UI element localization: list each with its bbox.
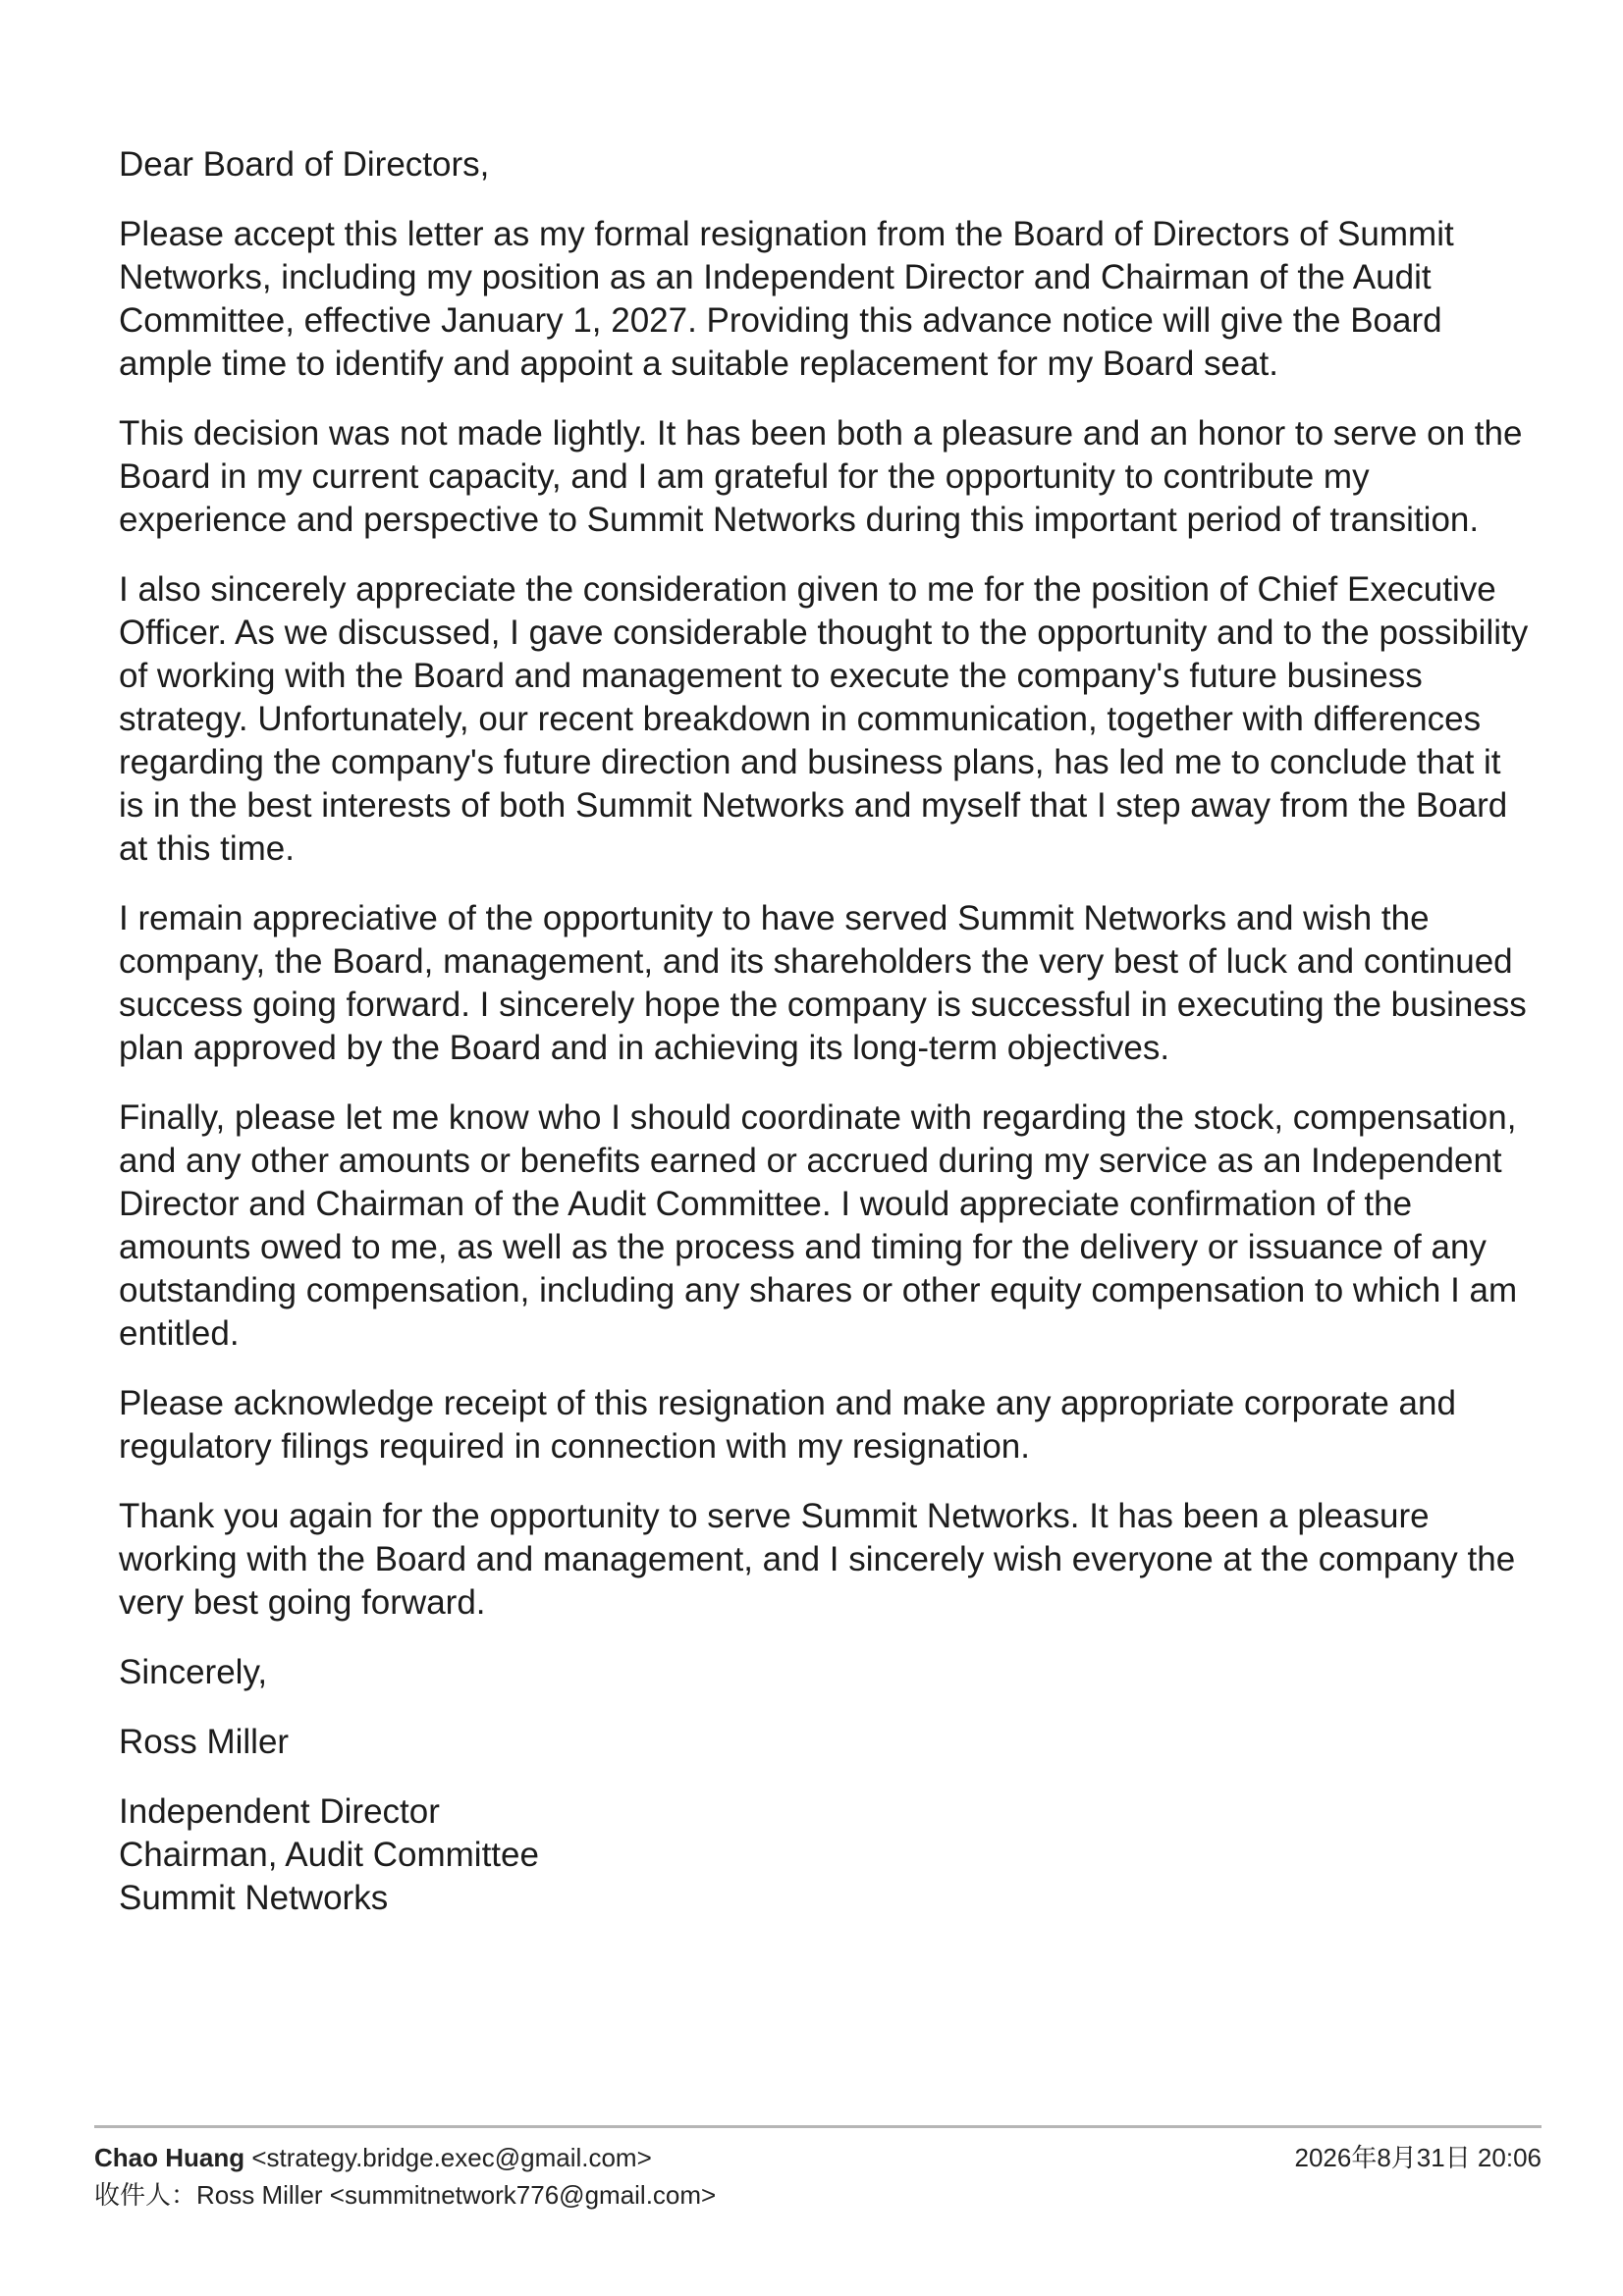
letter-body	[119, 143, 1533, 1947]
sender-email: <strategy.bridge.exec@gmail.com>	[251, 2143, 652, 2172]
paragraph-decision: This decision was not made lightly. It has been both a pleasure and an honor to serve on the Board in my current capacity, and I am grateful for the opportunity to contribute my experience and perspective to Summit Networks during this important period of transition.	[119, 414, 1523, 539]
sender-row	[94, 2139, 1542, 2176]
signer-title-chairman: Chairman, Audit Committee	[119, 1836, 539, 1874]
paragraph-acknowledge: Please acknowledge receipt of this resignation and make any appropriate corporate and regulatory filings required in connection with my resignation.	[119, 1384, 1456, 1466]
signer-title-director: Independent Director	[119, 1792, 440, 1831]
paragraph-ceo-consideration: I also sincerely appreciate the consideration given to me for the position of Chief Executive Officer. As we discussed, I gave considerable thought to the opportunity and to the possibility of working with the Board and management to execute the company's future business strategy. Unfortunately, our recent breakdown in communication, together with differences regarding the company's future direction and business plans, has led me to conclude that it is in the best interests of both Summit Networks and myself that I step away from the Board at this time.	[119, 570, 1529, 868]
closing: Sincerely,	[119, 1653, 268, 1691]
paragraph-compensation: Finally, please let me know who I should coordinate with regarding the stock, compensation, and any other amounts or benefits earned or accrued during my service as an Independent Director and Chairman of the Audit Committee. I would appreciate confirmation of the amounts owed to me, as well as the process and timing for the delivery or issuance of any outstanding compensation, including any shares or other equity compensation to which I am entitled.	[119, 1098, 1518, 1353]
salutation: Dear Board of Directors,	[119, 145, 490, 184]
email-date: 2026年8月31日 20:06	[1294, 2143, 1542, 2172]
paragraph-resignation: Please accept this letter as my formal resignation from the Board of Directors of Summit Networks, including my position as an Independent Director and Chairman of the Audit Committee, effective January 1, 2027. Providing this advance notice will give the Board ample time to identify and appoint a suitable replacement for my Board seat.	[119, 215, 1454, 383]
paragraph-thank-you: Thank you again for the opportunity to serve Summit Networks. It has been a pleasure working with the Board and management, and I sincerely wish everyone at the company the very best going forward.	[119, 1497, 1516, 1622]
signer-company: Summit Networks	[119, 1879, 389, 1917]
signature-block	[119, 1790, 1533, 1920]
email-footer	[94, 2139, 1542, 2214]
recipient-label: 收件人：	[94, 2180, 197, 2210]
sender-name: Chao Huang	[94, 2143, 252, 2172]
recipient-row	[94, 2176, 1542, 2214]
paragraph-appreciation: I remain appreciative of the opportunity to have served Summit Networks and wish the company, the Board, management, and its shareholders the very best of luck and continued success going forward. I sincerely hope the company is successful in executing the business plan approved by the Board and in achieving its long-term objectives.	[119, 899, 1527, 1067]
recipient: Ross Miller <summitnetwork776@gmail.com>	[196, 2180, 717, 2210]
signer-name: Ross Miller	[119, 1723, 290, 1761]
footer-divider	[94, 2125, 1542, 2128]
